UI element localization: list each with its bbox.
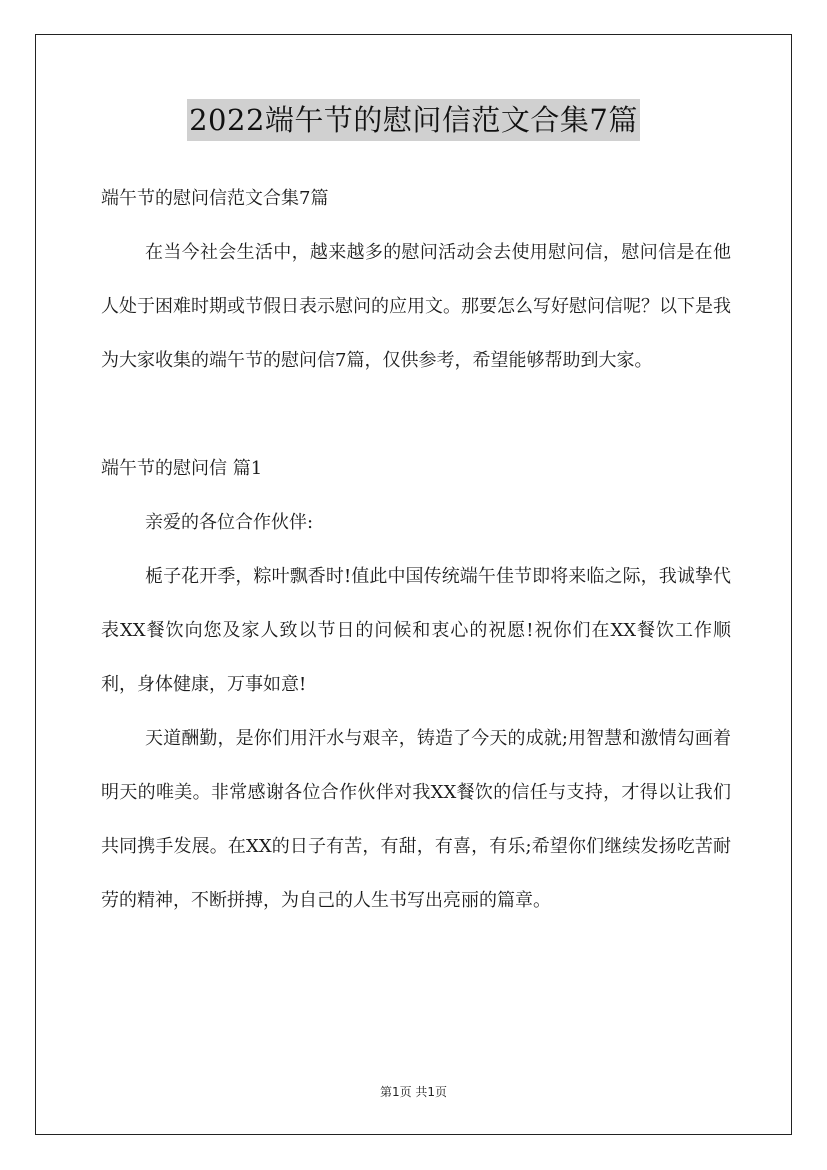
document-title: 2022端午节的慰问信范文合集7篇 [187, 99, 640, 141]
body-paragraph-1: 栀子花开季，粽叶飘香时!值此中国传统端午佳节即将来临之际，我诚挚代表XX餐饮向您及家人致以节日的问候和衷心的祝愿!祝你们在XX餐饮工作顺利，身体健康，万事如意! [101, 566, 731, 695]
intro-paragraph: 在当今社会生活中，越来越多的慰问活动会去使用慰问信，慰问信是在他人处于困难时期或节假日表示慰问的应用文。那要怎么写好慰问信呢？以下是我为大家收集的端午节的慰问信7篇，仅供参考，希望能够帮助到大家。 [101, 242, 731, 371]
document-subtitle: 端午节的慰问信范文合集7篇 [101, 188, 329, 209]
spacer [101, 388, 731, 442]
page-footer: 第1页 共1页 [379, 1085, 448, 1099]
salutation: 亲爱的各位合作伙伴: [145, 512, 314, 533]
document-body [101, 172, 731, 928]
title-container [0, 99, 827, 141]
body-paragraph-2: 天道酬勤，是你们用汗水与艰辛，铸造了今天的成就;用智慧和激情勾画着明天的唯美。非常感谢各位合作伙伴对我XX餐饮的信任与支持，才得以让我们共同携手发展。在XX的日子有苦，有甜，有喜，有乐;希望你们继续发扬吃苦耐劳的精神，不断拼搏，为自己的人生书写出亮丽的篇章。 [101, 728, 731, 911]
section-heading: 端午节的慰问信 篇1 [101, 458, 263, 479]
